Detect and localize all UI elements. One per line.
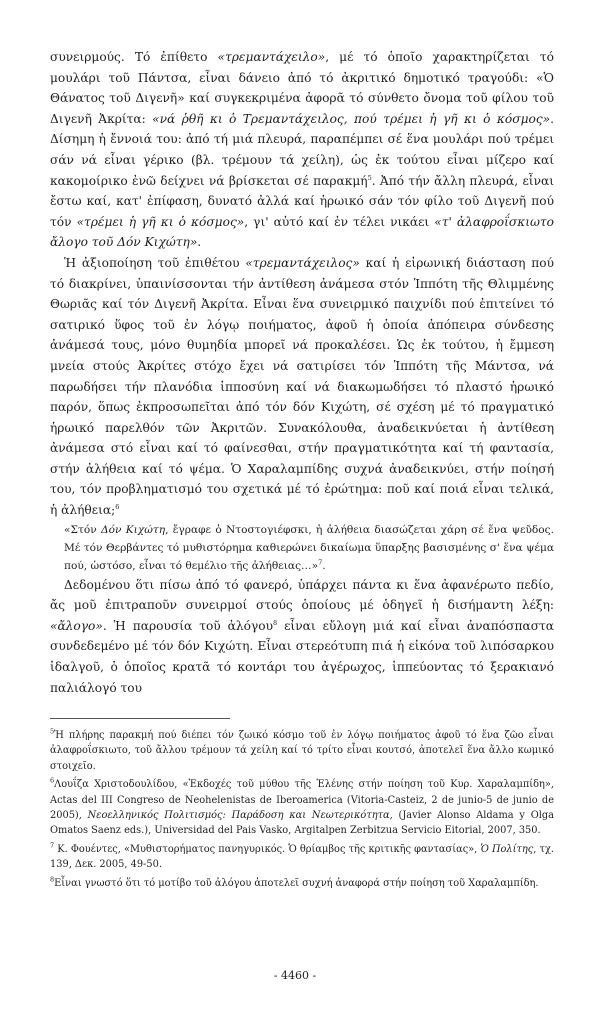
text-run: , γι' αὐτό καί ἐν τέλει νικάει [244,214,435,229]
block-quote [64,521,554,575]
paragraph-3 [50,575,554,699]
italic-text: Νεοελληνικός Πολιτισμός: Παράδοση και Νεωτερικότητα, [87,810,393,822]
main-text [50,47,554,698]
footnote-ref: 5 [50,727,55,736]
italic-text: «τ' ἀλαφροΐσκιωτο ἄλογο τοῦ Δόν Κιχώτη» [50,214,555,250]
footnote-ref: 8 [50,875,55,884]
page-number: - 4460 - [273,969,317,982]
text-run: . Ἡ παρουσία τοῦ ἀλόγου [102,618,273,633]
footnote-5 [50,728,554,774]
text-run: Λουΐζα Χριστοδουλίδου, «Ἐκδοχές τοῦ μύθου τῆς Ἑλένης στήν ποίηση τοῦ Κυρ. Χαραλαμπίδη», Actas del III Congreso de Neohelenistas de Iberoamerica (Vitoria-Casteiz, 2 de junio-5 de junio de 2005), [50,779,554,822]
paragraph-2 [50,253,554,521]
footnotes [50,728,554,894]
text-run: Ἡ πλήρης παρακμή πού διέπει τόν ζωικό κόσμο τοῦ ἐν λόγῳ ποιήματος ἀφοῦ τό ἕνα ζῶο εἶναι ἀλαφροΐσκιωτο, τοῦ ἄλλου τρέμουν τά χείλη καί τό τρίτο εἶναι κουτσό, ἀποτελεῖ ἕνα ἄλλο κωμικό στοιχεῖο. [50,730,554,772]
text-run: Ἡ ἀξιοποίηση τοῦ ἐπιθέτου [64,255,246,270]
italic-text: «νά ῥθῆ κι ὁ Τρεμαντάχειλος, πού τρέμει ἡ γῆ κι ὁ κόσμος» [152,111,551,126]
italic-text: «τρεμαντάχειλος» [245,255,360,270]
text-run: (Javier Alonso Aldama y Olga Omatos Saenz eds.), Universidad del Pais Vasko, Argitalpen Zerbitzua Servicio Eitorial, 2007, 350. [50,810,554,837]
italic-text: «τρεμαντάχειλο» [217,50,326,64]
footnote-ref: 8 [272,618,278,627]
text-run: , μέ τό ὁποῖο χαρακτηρίζεται τό μουλάρι τοῦ Πάντσα, εἶναι δάνειο ἀπό τό ἀκριτικό δημοτικό τραγούδι: «Ὁ Θάνατος τοῦ Διγενῆ» καί συγκεκριμένα ἀφορᾶ τό σύνθετο ὄνομα τοῦ φίλου τοῦ Διγενῆ Ἀκρίτα: [50,50,554,126]
text-run: Κ. Φουέντες, «Μυθιστορήματος πανηγυρικός. Ὁ θρίαμβος τῆς κριτικῆς φαντασίας», [54,843,481,855]
italic-text: Ὁ Πολίτης [480,843,534,855]
paragraph-1 [50,47,554,253]
text-run: , τχ. 139, Δεκ. 2005, 49-50. [50,843,554,871]
italic-text: Δόν Κιχώτη [100,523,166,536]
text-run: . Δίσημη ἡ ἔννοιά του: ἀπό τή μιά πλευρά, παραπέμπει σέ ἕνα μουλάρι πού τρέμει σάν νά εἶναι γέρικο (βλ. τρέμουν τά χείλη), ὡς ἐκ τούτου εἶναι μίζερο καί κακομοίρικο ἐνῶ δείχνει νά βρίσκεται σέ παρακμή [50,111,554,188]
text-run: . [322,559,326,572]
italic-text: «τρέμει ἡ γῆ κι ὁ κόσμος» [76,214,245,229]
footnote-ref: 7 [318,558,323,567]
footnote-ref: 5 [367,173,372,182]
text-run: καί ἡ εἰρωνική διάσταση πού τό διακρίνει, ὑπαινίσσονται τήν ἀντίθεση ἀνάμεσα στόν Ἱππότη τῆς Θλιμμένης Θωριᾶς καί τόν Διγενῆ Ἀκρίτα. Εἶναι ἕνα συνειρμικό παιχνίδι πού ἐπιτείνει τό σατιρικό ὕφος τοῦ ἐν λόγῳ ποιήματος, ἀφοῦ ἡ ὁποία ἀπόπειρα σύνδεσης ἀνάμεσά τους, μόνο θυμηδία μπορεῖ νά προκαλέσει. Ὡς ἐκ τούτου, ἡ ἔμμεση μνεία στούς Ἀκρίτες στόχο ἔχει νά σατιρίσει τόν Ἱππότη τῆς Μάντσα, νά παρωδήσει τήν πλανόδια ἱπποσύνη καί νά διακωμωδήσει τό πλαστό ἡρωικό παρόν, ὅπως ἐκπροσωπεῖται ἀπό τόν δόν Κιχώτη, σέ σχέση μέ τό πραγματικό ἡρωικό παρελθόν τῶν Ἀκριτῶν. Συνακόλουθα, ἀναδεικνύεται ἡ ἀντίθεση ἀνάμεσα στό εἶναι καί τό φαίνεσθαι, στήν πραγματικότητα καί τή φαντασία, στήν ἀλήθεια καί τό ψέμα. Ὁ Χαραλαμπίδης συχνά ἀναδεικνύει, στήν ποίησή του, τόν προβληματισμό του σχετικά μέ τό ἐρώτημα: ποῦ καί ποιά εἶναι τελικά, ἡ ἀλήθεια; [50,255,555,518]
footnote-8 [50,876,554,891]
text-run: Εἶναι γνωστό ὅτι τό μοτίβο τοῦ ἀλόγου ἀποτελεῖ συχνή ἀναφορά στήν ποίηση τοῦ Χαραλαμπίδη. [54,877,539,889]
text-run: συνειρμούς. Τό ἐπίθετο [50,50,218,64]
footnote-6 [50,777,554,839]
text-run: . Ἀπό τήν ἄλλη πλευρά, εἶναι ἔστω καί, κατ' ἐπίφαση, δυνατό ἀλλά καί ἡρωικό σάν τόν φίλο τοῦ Διγενῆ πού τόν [50,173,554,229]
italic-text: «ἄλογο» [50,618,103,633]
footnote-separator [50,718,230,719]
text-run: , ἔγραφε ὁ Ντοστογιέφσκι, ἡ ἀλήθεια διασώζεται χάρη σέ ἕνα ψεῦδος. Μέ τόν Θερβάντες τό μυθιστόρημα καθιερώνει δικαίωμα ὕπαρξης βασισμένης σ' ἕνα ψέμα πού, ὡστόσο, εἶναι τό θεμέλιο τῆς ἀλήθειας…» [64,523,554,572]
footnote-7 [50,842,554,873]
text-run: . [197,235,202,250]
text-run: «Στόν [64,523,101,536]
text-run: εἶναι εὔλογη μιά καί εἶναι ἀναπόσπαστα συνδεδεμένο μέ τόν δόν Κιχώτη. Εἶναι στερεότυπη πιά ἡ εἰκόνα τοῦ λιπόσαρκου ἱδαλγοῦ, ὁ ὁποῖος κρατᾶ τό κοντάρι του ἀγέρωχος, ἱππεύοντας τό ξερακιανό παλιάλογό του [50,618,554,695]
text-run: Δεδομένου ὅτι πίσω ἀπό τό φανερό, ὑπάρχει πάντα κι ἕνα ἀφανέρωτο πεδίο, ἄς μοῦ ἐπιτραποῦν συνειρμοί στούς ὁποίους μέ ὁδηγεῖ ἡ δισήμαντη λέξη: [50,577,554,613]
footnote-ref: 7 [50,841,55,850]
footnote-ref: 6 [50,776,55,785]
footnote-ref: 6 [115,503,120,511]
